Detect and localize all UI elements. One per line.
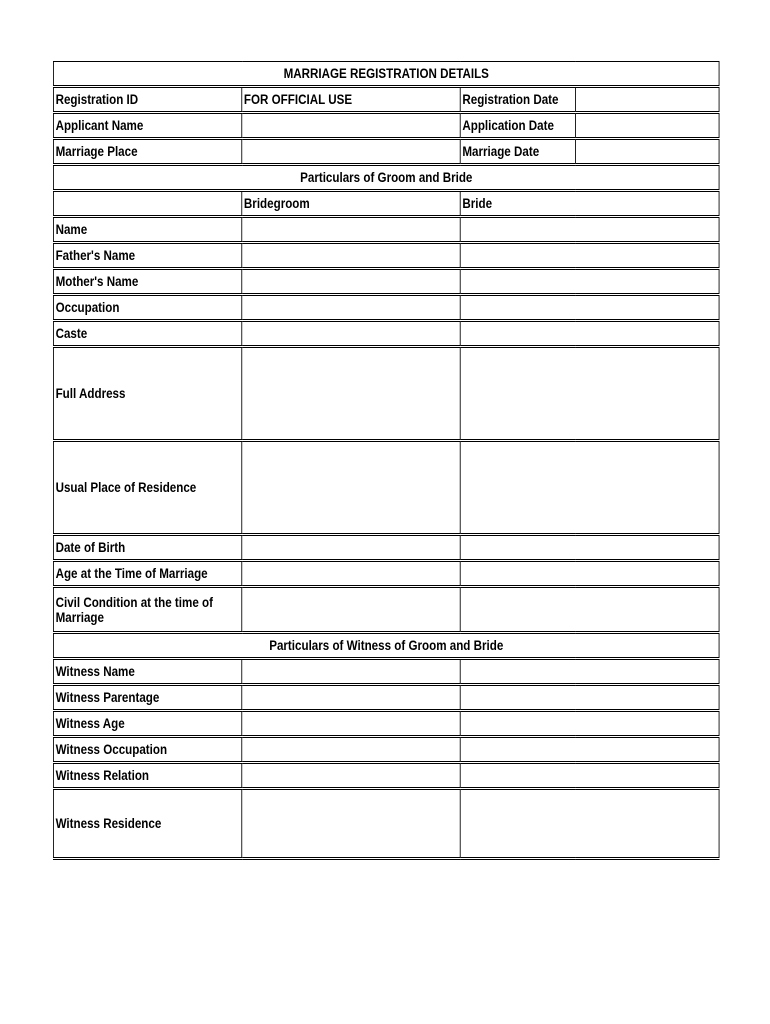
mothers-name-label: Mother's Name <box>53 269 241 295</box>
usual-residence-label: Usual Place of Residence <box>53 441 241 535</box>
groom-bride-section-title: Particulars of Groom and Bride <box>53 165 719 191</box>
mothers-name-row <box>53 269 719 295</box>
bride-witness-residence-field[interactable] <box>460 789 719 859</box>
groom-witness-residence-field[interactable] <box>242 789 460 859</box>
marriage-date-label: Marriage Date <box>460 139 575 165</box>
date-of-birth-row <box>53 535 719 561</box>
registration-date-label: Registration Date <box>460 87 575 113</box>
bride-caste-field[interactable] <box>460 321 719 347</box>
official-use-label: FOR OFFICIAL USE <box>242 87 460 113</box>
date-of-birth-label: Date of Birth <box>53 535 241 561</box>
name-row <box>53 217 719 243</box>
bride-name-field[interactable] <box>460 217 719 243</box>
application-date-label: Application Date <box>460 113 575 139</box>
bride-civil-condition-field[interactable] <box>460 587 719 633</box>
fathers-name-row <box>53 243 719 269</box>
groom-bride-section-row <box>53 165 719 191</box>
groom-name-field[interactable] <box>242 217 460 243</box>
groom-witness-name-field[interactable] <box>242 659 460 685</box>
marriage-place-field[interactable] <box>242 139 460 165</box>
bride-mothers-name-field[interactable] <box>460 269 719 295</box>
age-at-marriage-label: Age at the Time of Marriage <box>53 561 241 587</box>
groom-caste-field[interactable] <box>242 321 460 347</box>
civil-condition-row <box>53 587 719 633</box>
marriage-place-row <box>53 139 719 165</box>
groom-occupation-field[interactable] <box>242 295 460 321</box>
bride-occupation-field[interactable] <box>460 295 719 321</box>
full-address-row <box>53 347 719 441</box>
bride-witness-parentage-field[interactable] <box>460 685 719 711</box>
groom-civil-condition-field[interactable] <box>242 587 460 633</box>
bride-usual-residence-field[interactable] <box>460 441 719 535</box>
bride-full-address-field[interactable] <box>460 347 719 441</box>
bride-witness-age-field[interactable] <box>460 711 719 737</box>
full-address-label: Full Address <box>53 347 241 441</box>
witness-parentage-label: Witness Parentage <box>53 685 241 711</box>
witness-age-row <box>53 711 719 737</box>
witness-age-label: Witness Age <box>53 711 241 737</box>
applicant-name-field[interactable] <box>242 113 460 139</box>
groom-witness-relation-field[interactable] <box>242 763 460 789</box>
title-row <box>53 62 719 87</box>
witness-occupation-label: Witness Occupation <box>53 737 241 763</box>
bride-header: Bride <box>460 191 719 217</box>
witness-section-row <box>53 633 719 659</box>
groom-fathers-name-field[interactable] <box>242 243 460 269</box>
groom-witness-occupation-field[interactable] <box>242 737 460 763</box>
marriage-date-field[interactable] <box>575 139 719 165</box>
groom-witness-age-field[interactable] <box>242 711 460 737</box>
bride-witness-relation-field[interactable] <box>460 763 719 789</box>
bride-age-at-marriage-field[interactable] <box>460 561 719 587</box>
applicant-name-row <box>53 113 719 139</box>
witness-section-title: Particulars of Witness of Groom and Bride <box>53 633 719 659</box>
application-date-field[interactable] <box>575 113 719 139</box>
groom-mothers-name-field[interactable] <box>242 269 460 295</box>
groom-age-at-marriage-field[interactable] <box>242 561 460 587</box>
marriage-registration-form <box>53 61 720 860</box>
witness-parentage-row <box>53 685 719 711</box>
witness-residence-label: Witness Residence <box>53 789 241 859</box>
occupation-label: Occupation <box>53 295 241 321</box>
registration-id-label: Registration ID <box>53 87 241 113</box>
witness-name-row <box>53 659 719 685</box>
witness-relation-label: Witness Relation <box>53 763 241 789</box>
bridegroom-header: Bridegroom <box>242 191 460 217</box>
witness-name-label: Witness Name <box>53 659 241 685</box>
registration-id-row <box>53 87 719 113</box>
marriage-place-label: Marriage Place <box>53 139 241 165</box>
civil-condition-label: Civil Condition at the time of Marriage <box>53 587 241 633</box>
groom-witness-parentage-field[interactable] <box>242 685 460 711</box>
caste-row <box>53 321 719 347</box>
name-label: Name <box>53 217 241 243</box>
applicant-name-label: Applicant Name <box>53 113 241 139</box>
registration-date-field[interactable] <box>575 87 719 113</box>
bride-witness-occupation-field[interactable] <box>460 737 719 763</box>
usual-residence-row <box>53 441 719 535</box>
bride-fathers-name-field[interactable] <box>460 243 719 269</box>
fathers-name-label: Father's Name <box>53 243 241 269</box>
bride-witness-name-field[interactable] <box>460 659 719 685</box>
groom-full-address-field[interactable] <box>242 347 460 441</box>
header-blank-cell <box>53 191 241 217</box>
groom-bride-header-row <box>53 191 719 217</box>
witness-occupation-row <box>53 737 719 763</box>
bride-date-of-birth-field[interactable] <box>460 535 719 561</box>
witness-residence-row <box>53 789 719 859</box>
occupation-row <box>53 295 719 321</box>
groom-usual-residence-field[interactable] <box>242 441 460 535</box>
witness-relation-row <box>53 763 719 789</box>
form-title: MARRIAGE REGISTRATION DETAILS <box>53 62 719 87</box>
age-at-marriage-row <box>53 561 719 587</box>
groom-date-of-birth-field[interactable] <box>242 535 460 561</box>
caste-label: Caste <box>53 321 241 347</box>
